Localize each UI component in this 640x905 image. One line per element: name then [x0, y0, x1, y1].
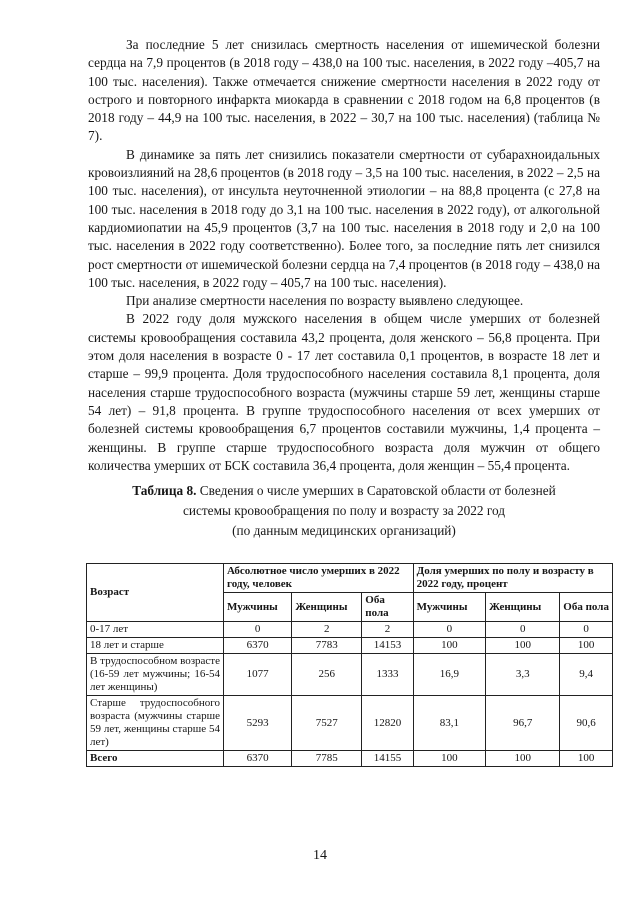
table-row: [87, 696, 613, 751]
value-cell: 100: [413, 751, 485, 767]
age-cell: 18 лет и старше: [87, 638, 224, 654]
table-total-row: [87, 751, 613, 767]
value-cell: 12820: [362, 696, 413, 751]
table-row: [87, 654, 613, 696]
value-cell: 256: [292, 654, 362, 696]
value-cell: 2: [362, 622, 413, 638]
value-cell: 3,3: [486, 654, 560, 696]
value-cell: 100: [560, 751, 613, 767]
value-cell: 0: [413, 622, 485, 638]
caption-line: Сведения о числе умерших в Саратовской области от болезней: [199, 483, 556, 499]
value-cell: 14155: [362, 751, 413, 767]
mortality-table: [86, 563, 613, 767]
value-cell: 83,1: [413, 696, 485, 751]
value-cell: 100: [486, 751, 560, 767]
header-age: Возраст: [87, 564, 224, 622]
subheader-cell: Женщины: [486, 593, 560, 622]
value-cell: 90,6: [560, 696, 613, 751]
value-cell: 7785: [292, 751, 362, 767]
value-cell: 9,4: [560, 654, 613, 696]
paragraph: В динамике за пять лет снизились показатели смертности от субарахноидальных кровоизлияний на 28,6 процентов (в 2018 году – 3,5 на 100 тыс. населения, в 2022 – 2,5 на 100 тыс. населения), от инсульта неуточненной этиологии – на 88,8 процента (с 27,8 на 100 тыс. населения в 2018 году до 3,1 на 100 тыс. населения в 2022 году), от алкогольной кардиомиопатии на 45,9 процентов (3,7 на 100 тыс. населения в 2018 году и 2,0 на 100 тыс. населения в 2022 году соответственно). Более того, за последние пять лет снизился рост смертности от ишемической болезни сердца на 7,4 процентов (в 2018 году – 438,0 на 100 тыс. населения, в 2022 году – 405,7 на 100 тыс. населения).: [88, 146, 600, 290]
page-number: 14: [313, 848, 327, 863]
value-cell: 7783: [292, 638, 362, 654]
subheader-cell: Оба пола: [560, 593, 613, 622]
value-cell: 14153: [362, 638, 413, 654]
caption-label: Таблица 8.: [132, 483, 197, 499]
caption-line: (по данным медицинских организаций): [232, 523, 456, 539]
header-absolute: Абсолютное число умерших в 2022 году, человек: [224, 564, 414, 593]
value-cell: 0: [224, 622, 292, 638]
paragraph: За последние 5 лет снизилась смертность населения от ишемической болезни сердца на 7,9 процентов (в 2018 году – 438,0 на 100 тыс. населения, в 2022 году –405,7 на 100 тыс. населения). Также отмечается снижение смертности населения в 2022 году от острого и повторного инфаркта миокарда в сравнении с 2018 годом на 6,8 процентов (в 2018 году – 44,9 на 100 тыс. населения, в 2022 – 30,7 на 100 тыс. населения) (таблица № 7).: [88, 37, 600, 144]
value-cell: 100: [560, 638, 613, 654]
value-cell: 100: [413, 638, 485, 654]
value-cell: 7527: [292, 696, 362, 751]
value-cell: 0: [560, 622, 613, 638]
value-cell: 6370: [224, 751, 292, 767]
table-header-row: [87, 564, 613, 593]
caption-line: системы кровообращения по полу и возрасту за 2022 год: [182, 503, 506, 519]
subheader-cell: Мужчины: [413, 593, 485, 622]
value-cell: 5293: [224, 696, 292, 751]
body-text: [88, 36, 600, 541]
total-label: Всего: [87, 751, 224, 767]
table-row: [87, 622, 613, 638]
paragraph: При анализе смертности населения по возрасту выявлено следующее.: [126, 293, 524, 309]
value-cell: 16,9: [413, 654, 485, 696]
value-cell: 96,7: [486, 696, 560, 751]
paragraph: В 2022 году доля мужского населения в общем числе умерших от болезней системы кровообращения составила 43,2 процента, доля женского – 56,8 процента. При этом доля населения в возрасте 0 - 17 лет составила 0,1 процентов, в возрасте 18 лет и старше – 99,9 процента. Доля трудоспособного населения составила 8,1 процента, доля населения старше трудоспособного возраста (мужчины старше 59 лет, женщины старше 54 лет) – 91,8 процента. В группе трудоспособного населения от всех умерших от болезней системы кровообращения 6,7 процентов составили мужчины, 1,4 процента – женщины. В группе старше трудоспособного возраста доля мужчин от общего количества умерших от БСК составила 36,4 процента, доля женщин – 55,4 процента.: [88, 311, 600, 473]
age-cell: В трудоспособном возрасте (16-59 лет мужчины; 16-54 лет женщины): [87, 654, 224, 696]
value-cell: 2: [292, 622, 362, 638]
table-row: [87, 638, 613, 654]
age-cell: 0-17 лет: [87, 622, 224, 638]
value-cell: 1077: [224, 654, 292, 696]
table-caption: [88, 481, 600, 541]
subheader-cell: Мужчины: [224, 593, 292, 622]
header-share: Доля умерших по полу и возрасту в 2022 году, процент: [413, 564, 612, 593]
subheader-cell: Женщины: [292, 593, 362, 622]
value-cell: 1333: [362, 654, 413, 696]
value-cell: 100: [486, 638, 560, 654]
age-cell: Старше трудоспособного возраста (мужчины старше 59 лет, женщины старше 54 лет): [87, 696, 224, 751]
value-cell: 0: [486, 622, 560, 638]
subheader-cell: Оба пола: [362, 593, 413, 622]
value-cell: 6370: [224, 638, 292, 654]
